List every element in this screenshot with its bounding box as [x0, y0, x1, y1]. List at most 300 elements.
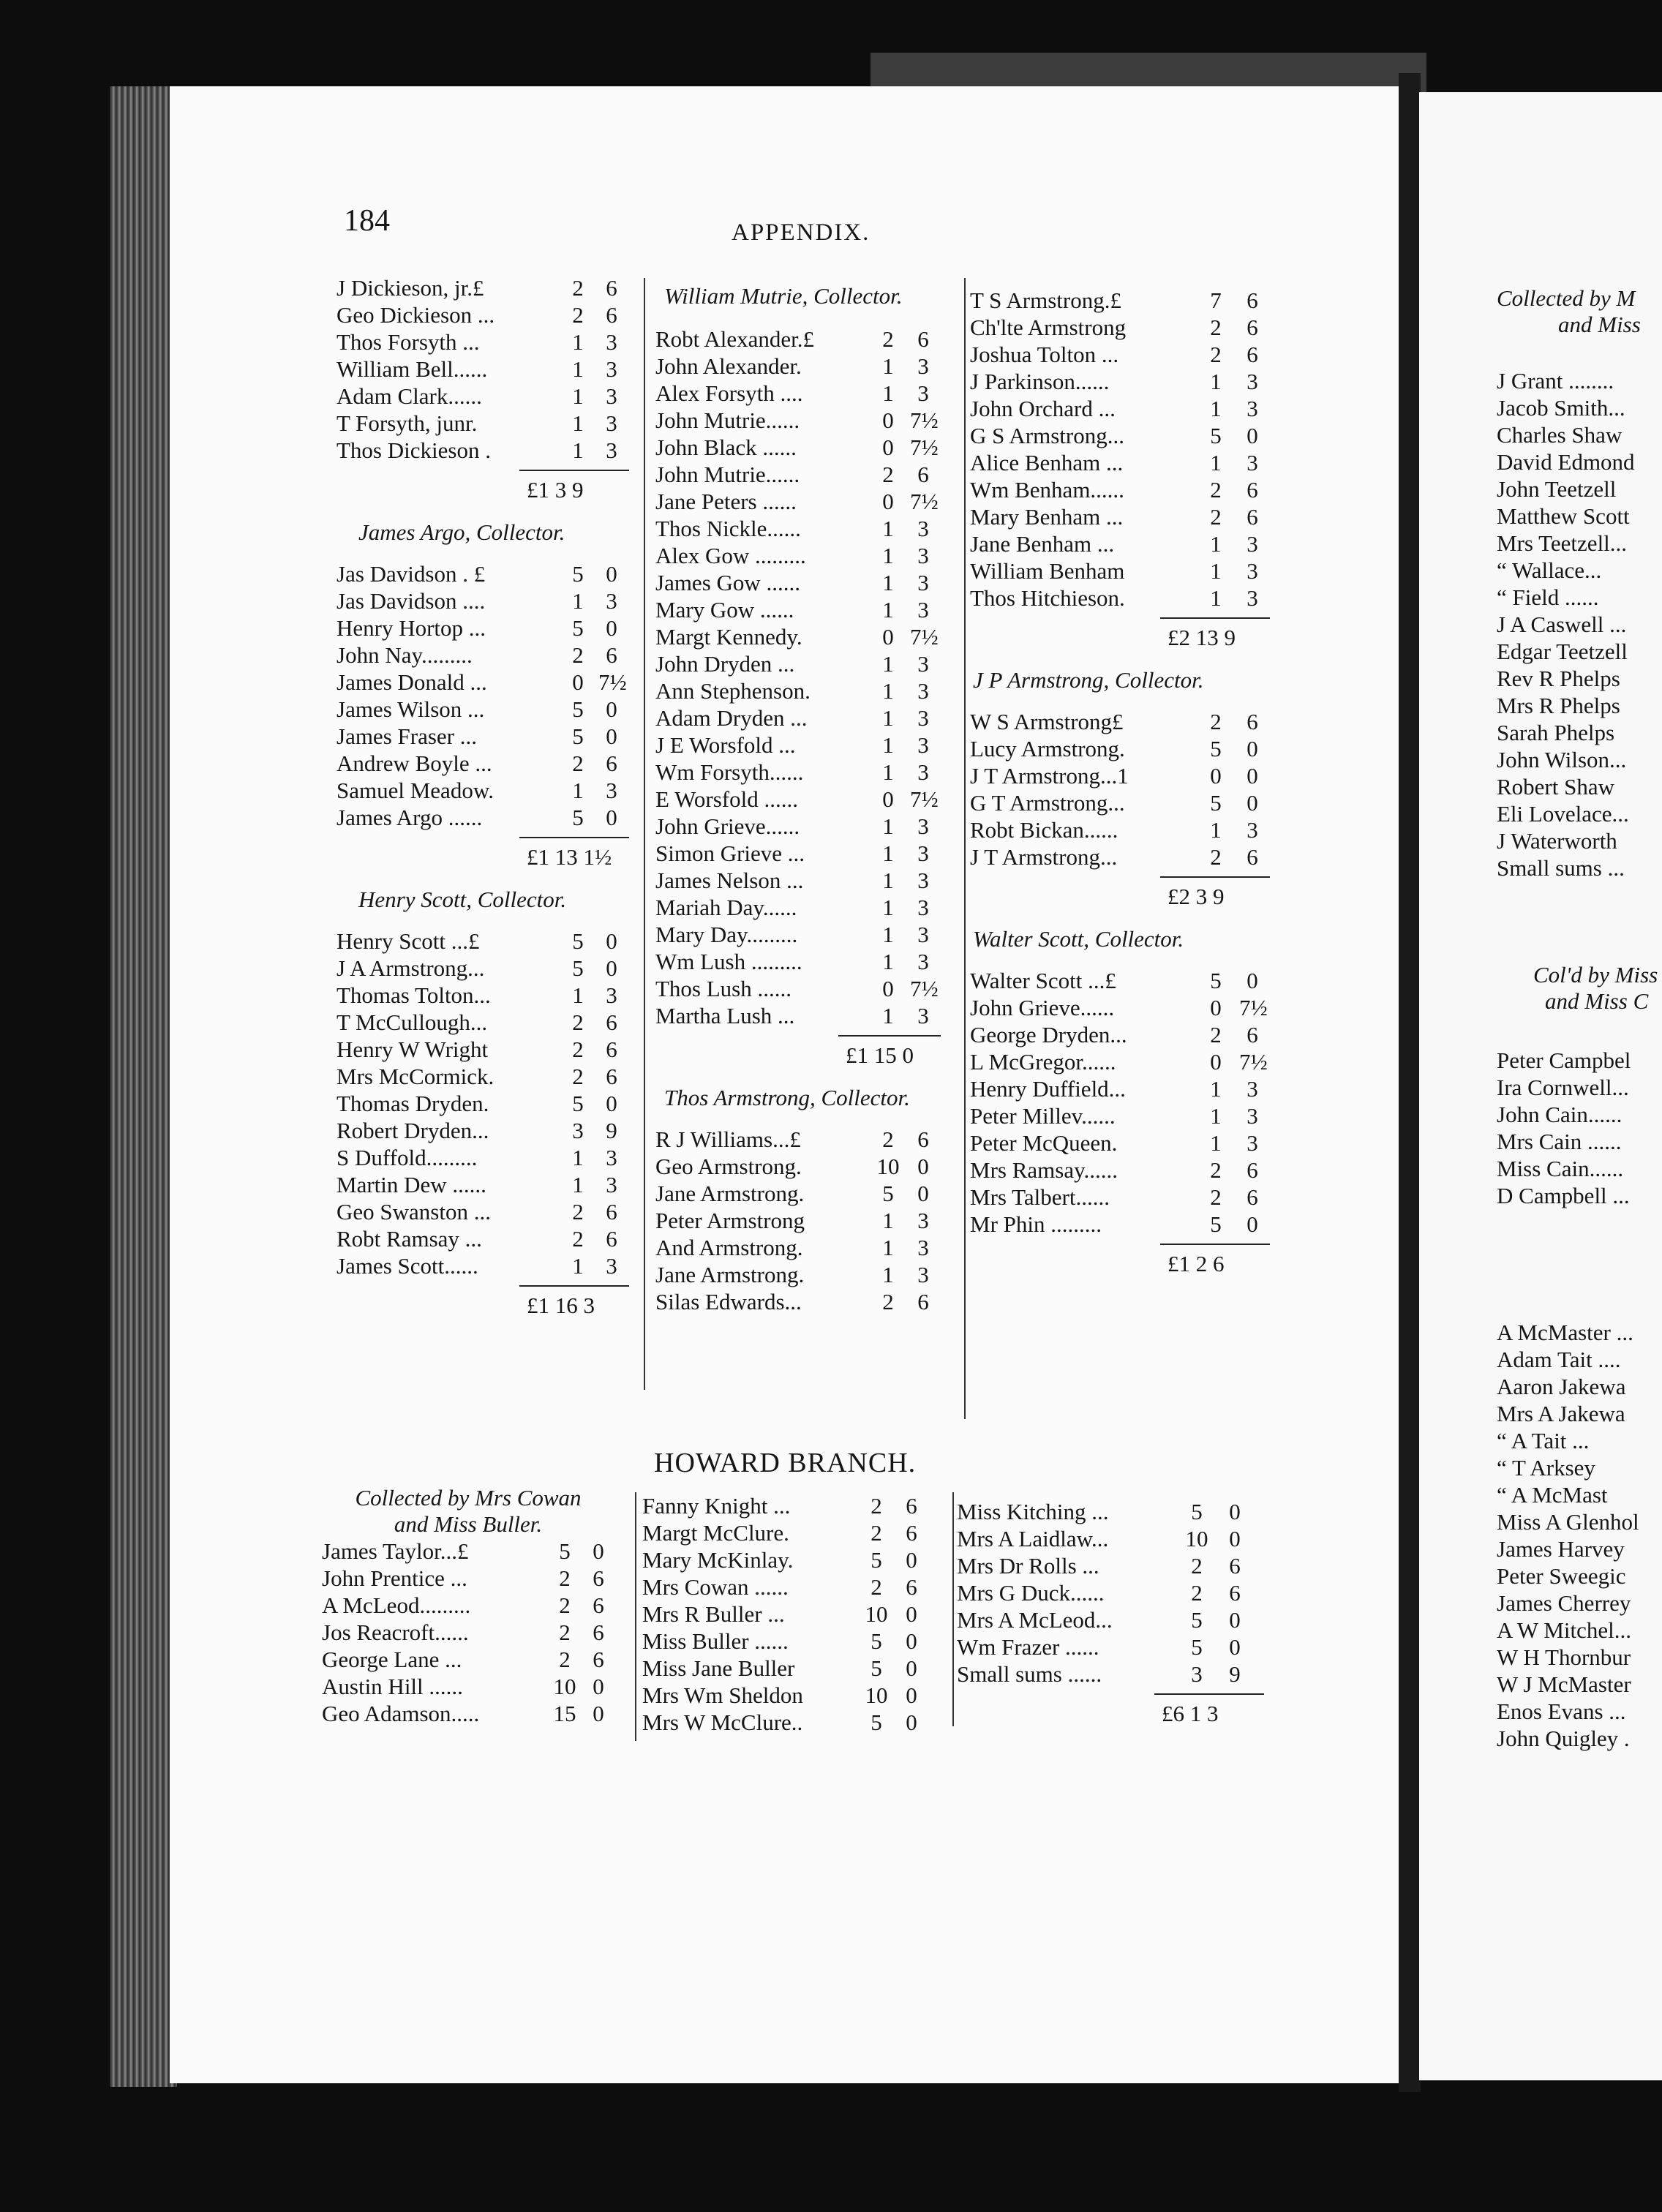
amount-shillings: 2: [882, 1126, 894, 1152]
amount-pence: 6: [917, 326, 929, 352]
amount-pence: 3: [606, 356, 617, 382]
amount-pence: 0: [606, 955, 617, 981]
list-item: [322, 1565, 614, 1592]
total-block: [336, 470, 629, 505]
amount-pence: 6: [917, 1126, 929, 1152]
list-item: [970, 1048, 1268, 1075]
amount-shillings: 5: [572, 696, 584, 722]
amount-shillings: 0: [572, 669, 584, 695]
amount-pence: 0: [593, 1674, 604, 1699]
amount-shillings: 5: [871, 1547, 882, 1573]
list-item: [336, 777, 629, 804]
amount-shillings: 2: [1210, 315, 1222, 340]
list-item: [970, 843, 1263, 870]
list-item: [322, 1646, 614, 1673]
contributor-name: Mrs A McLeod...: [957, 1607, 1113, 1633]
list-item: [655, 380, 948, 407]
total-rule: [1154, 1693, 1264, 1695]
amount-pence: 9: [1229, 1661, 1241, 1687]
list-item: [655, 975, 948, 1002]
list-item: John Quigley .: [1497, 1726, 1630, 1751]
list-item: [655, 1234, 948, 1261]
contributor-name: James Scott......: [336, 1253, 478, 1279]
list-item: [336, 642, 629, 669]
list-item: [655, 650, 948, 677]
amount-pence: 0: [906, 1709, 917, 1735]
amount-shillings: 1: [572, 383, 584, 409]
amount-pence: 6: [606, 750, 617, 776]
list-item: Mrs Teetzell...: [1497, 530, 1628, 556]
contributor-name: Ann Stephenson.: [655, 678, 811, 704]
total-block: [957, 1693, 1249, 1728]
amount-shillings: 2: [1210, 477, 1222, 503]
amount-shillings: 0: [882, 489, 894, 514]
amount-shillings: 1: [572, 329, 584, 355]
amount-shillings: 2: [882, 462, 894, 487]
list-item: [336, 955, 629, 982]
amount-shillings: 5: [1210, 968, 1222, 993]
list-item: John Cain......: [1497, 1102, 1622, 1127]
howard-column-1: [322, 1485, 614, 1727]
contributor-name: James Taylor...£: [322, 1538, 469, 1564]
amount-shillings: 1: [882, 353, 894, 379]
list-item: [957, 1633, 1249, 1660]
contributor-name: Samuel Meadow.: [336, 778, 494, 803]
amount-shillings: 5: [1191, 1499, 1203, 1524]
amount-pence: 0: [593, 1701, 604, 1726]
list-item: [642, 1600, 935, 1628]
contributor-name: John Orchard ...: [970, 396, 1116, 421]
amount-pence: 0: [1229, 1526, 1241, 1551]
amount-pence: 0: [606, 615, 617, 641]
amount-pence: 3: [917, 840, 929, 866]
contributor-name: William Bell......: [336, 356, 488, 382]
contributor-name: William Benham: [970, 558, 1125, 584]
amount-shillings: 2: [572, 1226, 584, 1252]
list-item: [642, 1682, 935, 1709]
total-block: [336, 1285, 629, 1320]
contributor-name: Mary Benham ...: [970, 504, 1124, 530]
amount-shillings: 2: [1210, 709, 1222, 734]
list-item: [336, 437, 629, 464]
amount-pence: 0: [1246, 736, 1258, 761]
list-item: [957, 1552, 1249, 1579]
list-item: [336, 1117, 629, 1144]
amount-shillings: 2: [572, 750, 584, 776]
contributor-name: Thos Hitchieson.: [970, 585, 1125, 611]
list-item: [655, 894, 948, 921]
amount-pence: 0: [1246, 1211, 1258, 1237]
amount-pence: 3: [606, 437, 617, 463]
list-item: [336, 723, 629, 750]
list-item: [970, 735, 1263, 762]
amount-shillings: 2: [572, 1037, 584, 1062]
amount-shillings: 1: [572, 778, 584, 803]
contributor-name: Henry Scott ...£: [336, 928, 480, 954]
amount-shillings: 1: [1210, 450, 1222, 475]
amount-shillings: 2: [572, 1064, 584, 1089]
list-item: [655, 1261, 948, 1288]
amount-shillings: 1: [1210, 396, 1222, 421]
list-item: [336, 356, 629, 383]
collector-heading: Collected by M: [1497, 285, 1636, 311]
amount-pence: 3: [1246, 396, 1258, 421]
list-item: Ira Cornwell...: [1497, 1075, 1629, 1100]
amount-pence: 0: [606, 928, 617, 954]
amount-pence: 3: [606, 410, 617, 436]
amount-pence: 6: [593, 1620, 604, 1645]
list-item: James Cherrey: [1497, 1590, 1631, 1616]
list-item: “ Field ......: [1497, 584, 1599, 610]
contributor-name: Mrs Dr Rolls ...: [957, 1553, 1099, 1579]
contributor-name: Simon Grieve ...: [655, 840, 805, 866]
contributor-name: Thomas Dryden.: [336, 1091, 489, 1116]
amount-shillings: 2: [559, 1565, 571, 1591]
contributor-name: L McGregor......: [970, 1049, 1116, 1075]
amount-shillings: 5: [1191, 1634, 1203, 1660]
list-item: [336, 1090, 629, 1117]
amount-pence: 3: [917, 1235, 929, 1260]
contributor-name: Thos Nickle......: [655, 516, 801, 541]
amount-pence: 3: [917, 732, 929, 758]
contributor-name: J Dickieson, jr.£: [336, 275, 484, 301]
amount-shillings: 0: [1210, 995, 1222, 1020]
list-item: [655, 677, 948, 704]
list-item: [336, 1144, 629, 1171]
amount-pence: 6: [606, 1226, 617, 1252]
amount-shillings: 2: [559, 1647, 571, 1672]
contributor-name: E Worsfold ......: [655, 786, 798, 812]
contributor-name: Miss Kitching ...: [957, 1499, 1109, 1524]
list-item: [957, 1579, 1249, 1606]
contributor-name: J A Armstrong...: [336, 955, 485, 981]
total-amount: £1 3 9: [527, 477, 584, 503]
contributor-name: T McCullough...: [336, 1009, 488, 1035]
list-item: Mrs R Phelps: [1497, 693, 1620, 718]
contributor-name: Alex Forsyth ....: [655, 380, 803, 406]
contributor-name: T S Armstrong.£: [970, 287, 1121, 313]
amount-shillings: 1: [882, 732, 894, 758]
list-item: [655, 515, 948, 542]
contributor-name: Robt Bickan......: [970, 817, 1118, 843]
total-amount: £1 13 1½: [527, 844, 612, 870]
contributor-name: Mrs A Laidlaw...: [957, 1526, 1109, 1551]
amount-shillings: 2: [559, 1592, 571, 1618]
amount-shillings: 1: [882, 895, 894, 920]
amount-pence: 7½: [910, 407, 939, 433]
amount-shillings: 15: [553, 1701, 576, 1726]
contributor-name: Mrs Wm Sheldon: [642, 1682, 803, 1708]
amount-shillings: 5: [572, 723, 584, 749]
amount-pence: 0: [1229, 1607, 1241, 1633]
amount-shillings: 1: [882, 1262, 894, 1287]
contributor-name: Wm Forsyth......: [655, 759, 804, 785]
total-rule: [838, 1035, 941, 1037]
list-item: [970, 395, 1263, 422]
amount-shillings: 2: [1191, 1553, 1203, 1579]
list-item: Jacob Smith...: [1497, 395, 1625, 421]
amount-pence: 6: [1246, 1184, 1258, 1210]
contributor-name: George Lane ...: [322, 1647, 462, 1672]
amount-shillings: 1: [882, 840, 894, 866]
list-item: [970, 1156, 1263, 1184]
amount-pence: 7½: [910, 624, 939, 650]
total-amount: £1 2 6: [1167, 1251, 1225, 1276]
list-item: [970, 708, 1263, 735]
amount-pence: 6: [1246, 342, 1258, 367]
amount-pence: 6: [606, 1199, 617, 1224]
amount-shillings: 0: [1210, 763, 1222, 789]
contributor-name: Adam Dryden ...: [655, 705, 808, 731]
amount-shillings: 7: [1210, 287, 1222, 313]
contributor-name: Mrs Talbert......: [970, 1184, 1110, 1210]
amount-shillings: 0: [882, 624, 894, 650]
contributor-name: Joshua Tolton ...: [970, 342, 1119, 367]
amount-shillings: 5: [871, 1709, 882, 1735]
amount-pence: 0: [906, 1655, 917, 1681]
list-item: “ T Arksey: [1497, 1455, 1595, 1481]
collector-heading: Walter Scott, Collector.: [973, 926, 1184, 952]
list-item: [336, 982, 629, 1009]
amount-shillings: 5: [572, 1091, 584, 1116]
amount-pence: 7½: [598, 669, 627, 695]
total-rule: [1160, 1244, 1270, 1245]
amount-pence: 6: [1229, 1553, 1241, 1579]
list-item: [655, 596, 948, 623]
amount-shillings: 1: [572, 982, 584, 1008]
list-item: [655, 353, 948, 380]
amount-pence: 3: [606, 1253, 617, 1279]
collector-heading: and Miss C: [1545, 988, 1649, 1014]
list-item: [970, 530, 1263, 557]
amount-pence: 7½: [910, 976, 939, 1001]
contributor-name: John Nay.........: [336, 642, 473, 668]
contributor-name: James Donald ...: [336, 669, 487, 695]
collector-heading: Henry Scott, Collector.: [358, 887, 567, 912]
contributor-name: Thos Lush ......: [655, 976, 791, 1001]
amount-shillings: 1: [882, 705, 894, 731]
list-item: [642, 1709, 935, 1736]
amount-pence: 0: [606, 805, 617, 830]
amount-shillings: 1: [1210, 369, 1222, 394]
amount-pence: 3: [606, 982, 617, 1008]
contributor-name: R J Williams...£: [655, 1126, 801, 1152]
contributor-name: Henry W Wright: [336, 1037, 489, 1062]
list-item: [655, 1153, 948, 1180]
contributor-name: John Grieve......: [655, 813, 800, 839]
amount-pence: 7½: [1239, 1049, 1268, 1075]
column-divider: [635, 1492, 636, 1741]
list-item: [336, 1198, 629, 1225]
list-item: Rev R Phelps: [1497, 666, 1620, 691]
amount-pence: 7½: [910, 786, 939, 812]
list-item: [336, 1036, 629, 1063]
list-item: Robert Shaw: [1497, 774, 1615, 800]
amount-pence: 9: [606, 1118, 617, 1143]
amount-shillings: 1: [1210, 1076, 1222, 1102]
total-amount: £2 3 9: [1167, 884, 1225, 909]
contributor-name: Walter Scott ...£: [970, 968, 1116, 993]
list-item: [655, 731, 948, 759]
list-item: [970, 1021, 1263, 1048]
list-item: John Teetzell: [1497, 476, 1617, 502]
list-item: [655, 542, 948, 569]
list-item: J A Caswell ...: [1497, 612, 1627, 637]
list-item: [957, 1525, 1249, 1552]
list-item: [336, 301, 629, 328]
list-item: John Wilson...: [1497, 747, 1627, 772]
amount-pence: 6: [593, 1592, 604, 1618]
amount-shillings: 2: [572, 1199, 584, 1224]
amount-shillings: 1: [572, 1253, 584, 1279]
contributor-name: Robert Dryden...: [336, 1118, 489, 1143]
list-item: [970, 314, 1263, 341]
amount-shillings: 2: [1210, 1184, 1222, 1210]
column-divider: [964, 278, 966, 1419]
amount-pence: 6: [1246, 1022, 1258, 1047]
contributor-name: John Alexander.: [655, 353, 802, 379]
contributor-name: A McLeod.........: [322, 1592, 471, 1618]
list-item: [655, 704, 948, 731]
list-item: [970, 1075, 1263, 1102]
contributor-name: James Wilson ...: [336, 696, 485, 722]
amount-pence: 0: [906, 1682, 917, 1708]
amount-shillings: 5: [1191, 1607, 1203, 1633]
list-item: [322, 1619, 614, 1646]
total-block: [970, 876, 1263, 911]
contributor-name: John Dryden ...: [655, 651, 795, 677]
total-amount: £2 13 9: [1167, 625, 1236, 650]
list-item: James Harvey: [1497, 1536, 1625, 1562]
amount-pence: 6: [606, 1037, 617, 1062]
amount-shillings: 1: [882, 1003, 894, 1028]
spacer: [1497, 1209, 1662, 1319]
contributor-name: James Argo ......: [336, 805, 483, 830]
list-item: [642, 1492, 935, 1519]
total-rule: [1160, 876, 1270, 878]
amount-shillings: 10: [1185, 1526, 1208, 1551]
contributor-name: Fanny Knight ...: [642, 1493, 791, 1519]
amount-shillings: 1: [1210, 585, 1222, 611]
contributor-name: Robt Alexander.£: [655, 326, 814, 352]
list-item: [655, 1207, 948, 1234]
list-item: [655, 407, 948, 434]
amount-shillings: 3: [1191, 1661, 1203, 1687]
list-item: [336, 1225, 629, 1252]
list-item: David Edmond: [1497, 449, 1635, 475]
list-item: [970, 557, 1263, 584]
amount-shillings: 5: [572, 805, 584, 830]
amount-pence: 6: [606, 275, 617, 301]
list-item: [970, 368, 1263, 395]
amount-shillings: 1: [882, 1208, 894, 1233]
contributor-name: Thos Dickieson .: [336, 437, 491, 463]
amount-shillings: 1: [882, 597, 894, 622]
contributor-name: Geo Adamson.....: [322, 1701, 480, 1726]
contributor-name: Wm Frazer ......: [957, 1634, 1099, 1660]
contributor-name: Jos Reacroft......: [322, 1620, 469, 1645]
amount-shillings: 2: [1210, 1022, 1222, 1047]
list-item: [336, 410, 629, 437]
amount-shillings: 5: [572, 561, 584, 587]
contributor-name: Silas Edwards...: [655, 1289, 802, 1314]
contributor-name: Geo Armstrong.: [655, 1154, 802, 1179]
list-item: [322, 1538, 614, 1565]
total-block: [655, 1035, 948, 1070]
collector-heading: William Mutrie, Collector.: [664, 283, 903, 309]
amount-pence: 0: [917, 1181, 929, 1206]
list-item: [336, 669, 629, 696]
amount-shillings: 1: [1210, 531, 1222, 557]
contributor-name: Andrew Boyle ...: [336, 750, 492, 776]
list-item: “ A McMast: [1497, 1482, 1608, 1508]
amount-pence: 0: [906, 1547, 917, 1573]
amount-pence: 3: [1246, 1076, 1258, 1102]
amount-shillings: 1: [1210, 558, 1222, 584]
contributor-name: John Black ......: [655, 434, 797, 460]
amount-shillings: 2: [572, 275, 584, 301]
amount-shillings: 1: [882, 868, 894, 893]
list-item: [970, 449, 1263, 476]
contributor-name: Lucy Armstrong.: [970, 736, 1125, 761]
list-item: [336, 750, 629, 777]
amount-pence: 6: [1246, 287, 1258, 313]
contributor-name: Jane Peters ......: [655, 489, 797, 514]
list-item: [970, 584, 1263, 612]
list-item: Mrs Cain ......: [1497, 1129, 1622, 1154]
contributor-name: Small sums ......: [957, 1661, 1102, 1687]
amount-shillings: 2: [882, 326, 894, 352]
list-item: “ A Tait ...: [1497, 1428, 1590, 1453]
amount-shillings: 1: [572, 1145, 584, 1170]
contributor-name: Alice Benham ...: [970, 450, 1124, 475]
amount-shillings: 10: [553, 1674, 576, 1699]
list-item: [655, 759, 948, 786]
collector-heading: and Miss Buller.: [394, 1511, 543, 1537]
amount-pence: 3: [917, 922, 929, 947]
amount-pence: 3: [917, 651, 929, 677]
contributor-name: Mrs Cowan ......: [642, 1574, 789, 1600]
list-item: [655, 1126, 948, 1153]
list-item: [970, 967, 1263, 994]
amount-shillings: 5: [1210, 423, 1222, 448]
list-item: [655, 813, 948, 840]
list-item: [655, 1002, 948, 1029]
contributor-name: Peter Armstrong: [655, 1208, 805, 1233]
amount-shillings: 2: [1210, 342, 1222, 367]
amount-shillings: 0: [882, 434, 894, 460]
list-item: Edgar Teetzell: [1497, 639, 1628, 664]
amount-shillings: 0: [882, 407, 894, 433]
contributor-name: James Gow ......: [655, 570, 801, 595]
amount-shillings: 5: [572, 955, 584, 981]
list-item: [655, 461, 948, 488]
contributor-name: John Mutrie......: [655, 407, 800, 433]
amount-shillings: 10: [876, 1154, 900, 1179]
list-item: [322, 1592, 614, 1619]
list-item: W J McMaster: [1497, 1671, 1631, 1697]
amount-pence: 7½: [1239, 995, 1268, 1020]
list-item: Charles Shaw: [1497, 422, 1622, 448]
contributor-name: Jas Davidson . £: [336, 561, 486, 587]
contributor-name: John Grieve......: [970, 995, 1115, 1020]
amount-pence: 3: [917, 543, 929, 568]
contributor-name: Austin Hill ......: [322, 1674, 463, 1699]
list-item: [336, 560, 629, 587]
list-item: [655, 948, 948, 975]
list-item: [970, 762, 1263, 789]
list-item: [655, 840, 948, 867]
